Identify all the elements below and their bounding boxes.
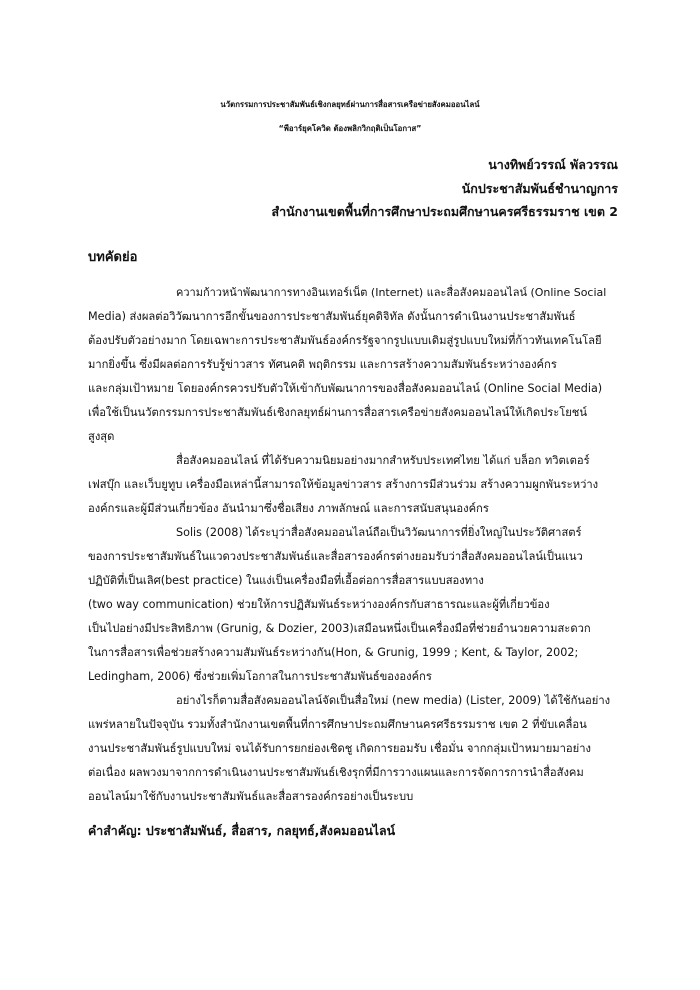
body-line: ต่อเนื่อง ผลพวงมาจากการดำเนินงานประชาสัมพันธ์เชิงรุกที่มีการวางแผนและการจัดการการนำสื่อสังคม (88, 766, 584, 779)
abstract-heading: บทคัดย่อ (88, 250, 138, 265)
author-name: นางทิพย์วรรณ์ พัลวรรณ (488, 157, 618, 172)
body-line: ออนไลน์มาใช้กับงานประชาสัมพันธ์และสื่อสารองค์กรอย่างเป็นระบบ (88, 790, 414, 803)
author-office: สำนักงานเขตพื้นที่การศึกษาประถมศึกษานครศรีธรรมราช เขต 2 (271, 204, 618, 219)
body-line: สูงสุด (88, 430, 115, 443)
author-position: นักประชาสัมพันธ์ชำนาญการ (461, 181, 618, 196)
body-line: มากยิ่งขึ้น ซึ่งมีผลต่อการรับรู้ข่าวสาร ทัศนคติ พฤติกรรม และการสร้างความสัมพันธ์ระหว่างองค์กร (88, 358, 557, 371)
body-line: แพร่หลายในปัจจุบัน รวมทั้งสำนักงานเขตพื้นที่การศึกษาประถมศึกษานครศรีธรรมราช เขต 2 ที่ขับเคลื่อน (88, 718, 587, 731)
body-line: Ledingham, 2006) ซึ่งช่วยเพิ่มโอกาสในการประชาสัมพันธ์ขององค์กร (88, 670, 432, 683)
body-line: สื่อสังคมออนไลน์ ที่ได้รับความนิยมอย่างมากสำหรับประเทศไทย ได้แก่ บล็อก ทวิตเตอร์ (176, 454, 590, 467)
body-line: ความก้าวหน้าพัฒนาการทางอินเทอร์เน็ต (Internet) และสื่อสังคมออนไลน์ (Online Social (176, 286, 607, 299)
body-line: ปฏิบัติที่เป็นเลิศ(best practice) ในแง่เป็นเครื่องมือที่เอื้อต่อการสื่อสารแบบสองทาง (88, 574, 484, 587)
body-line: เฟสบุ๊ก และเว็บยูทูบ เครื่องมือเหล่านี้สามารถให้ข้อมูลข่าวสาร สร้างการมีส่วนร่วม สร้างความผูกพันระหว่าง (88, 478, 599, 491)
body-line: Solis (2008) ได้ระบุว่าสื่อสังคมออนไลน์ถือเป็นวิวัฒนาการที่ยิ่งใหญ่ในประวัติศาสตร์ (176, 526, 582, 539)
keywords: คำสำคัญ: ประชาสัมพันธ์, สื่อสาร, กลยุทธ์,สังคมออนไลน์ (88, 823, 396, 838)
body-line: Media) ส่งผลต่อวิวัฒนาการอีกขั้นของการประชาสัมพันธ์ยุคดิจิทัล ดังนั้นการดำเนินงานประชาสัมพันธ์ (88, 310, 576, 323)
body-line: ต้องปรับตัวอย่างมาก โดยเฉพาะการประชาสัมพันธ์องค์กรรัฐจากรูปแบบเดิมสู่รูปแบบใหม่ที่ก้าวทันเทคโนโลยี (88, 334, 602, 347)
body-line: อย่างไรก็ตามสื่อสังคมออนไลน์จัดเป็นสื่อใหม่ (new media) (Lister, 2009) ได้ใช้กันอย่าง (176, 694, 611, 707)
title-line-1: นวัตกรรมการประชาสัมพันธ์เชิงกลยุทธ์ผ่านการสื่อสารเครือข่ายสังคมออนไลน์ (220, 100, 480, 109)
body-line: ในการสื่อสารเพื่อช่วยสร้างความสัมพันธ์ระหว่างกัน(Hon, & Grunig, 1999 ; Kent, & Taylor, 2002; (88, 646, 579, 659)
body-line: งานประชาสัมพันธ์รูปแบบใหม่ จนได้รับการยกย่องเชิดชู เกิดการยอมรับ เชื่อมั่น จากกลุ่มเป้าหมายมาอย่าง (88, 742, 591, 755)
body-line: เพื่อใช้เป็นนวัตกรรมการประชาสัมพันธ์เชิงกลยุทธ์ผ่านการสื่อสารเครือข่ายสังคมออนไลน์ให้เกิดประโยชน์ (88, 406, 588, 419)
title-line-2: “พีอาร์ยุคโควิด ต้องพลิกวิกฤติเป็นโอกาส” (278, 124, 422, 133)
body-line: (two way communication) ช่วยให้การปฏิสัมพันธ์ระหว่างองค์กรกับสาธารณะและผู้ที่เกี่ยวข้อง (88, 598, 550, 611)
body-line: และกลุ่มเป้าหมาย โดยองค์กรควรปรับตัวให้เข้ากับพัฒนาการของสื่อสังคมออนไลน์ (Online Social Media) (88, 382, 603, 395)
body-line: เป็นไปอย่างมีประสิทธิภาพ (Grunig, & Dozier, 2003)เสมือนหนึ่งเป็นเครื่องมือที่ช่วยอำนวยความสะดวก (88, 622, 591, 635)
body-line: องค์กรและผู้มีส่วนเกี่ยวข้อง อันนำมาซึ่งชื่อเสียง ภาพลักษณ์ และการสนับสนุนองค์กร (88, 502, 489, 515)
body-line: ของการประชาสัมพันธ์ในแวดวงประชาสัมพันธ์และสื่อสารองค์กรต่างยอมรับว่าสื่อสังคมออนไลน์เป็นแนว (88, 550, 583, 563)
